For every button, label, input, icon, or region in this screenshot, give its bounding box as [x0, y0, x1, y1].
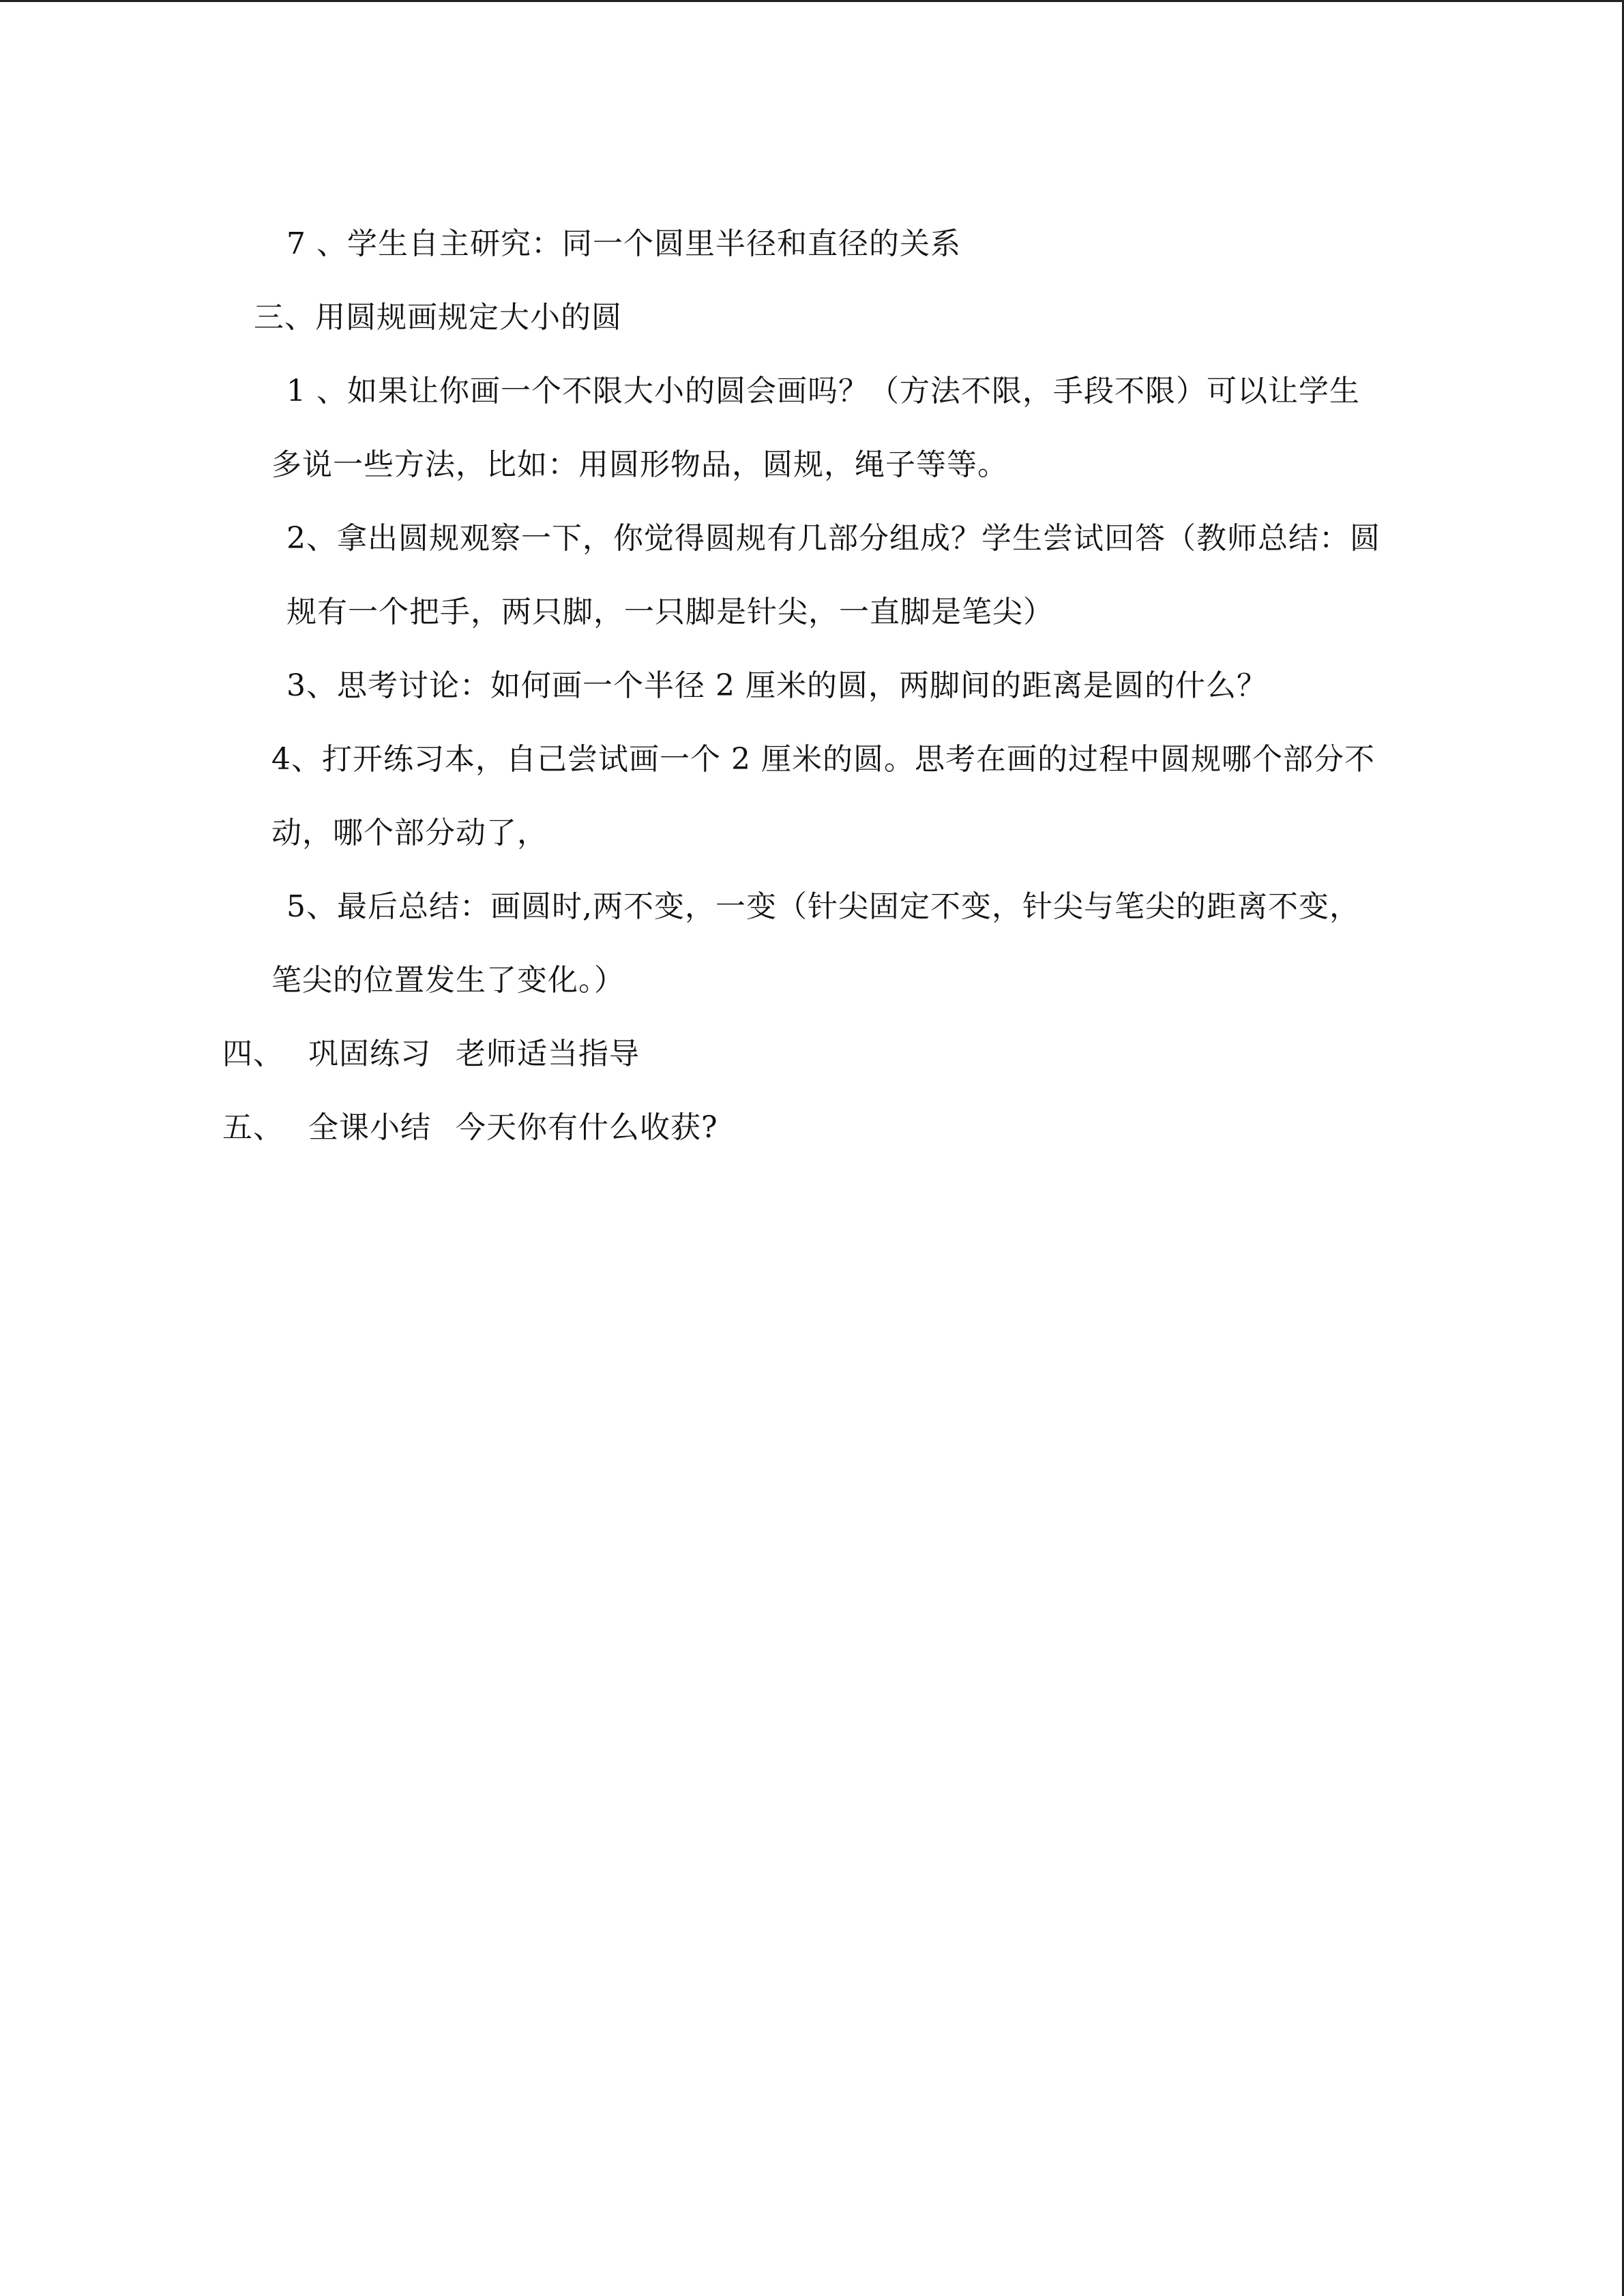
- section-4-title: 巩固练习: [308, 1037, 431, 1071]
- section-5-heading: [222, 1109, 718, 1147]
- section-3-heading: 三、用圆规画规定大小的圆: [254, 300, 622, 335]
- section-5-title: 全课小结: [308, 1110, 431, 1145]
- line-item-1: 1 、如果让你画一个不限大小的圆会画吗？（方法不限，手段不限）可以让学生: [286, 374, 1360, 408]
- line-item-2-cont: 规有一个把手，两只脚，一只脚是针尖，一直脚是笔尖）: [286, 595, 1054, 629]
- page-top-border: [0, 0, 1624, 2]
- line-item-4-cont: 动，哪个部分动了，: [271, 816, 548, 850]
- section-4-heading: [222, 1035, 640, 1073]
- line-item-2: 2、拿出圆规观察一下，你觉得圆规有几部分组成？学生尝试回答（教师总结：圆: [286, 521, 1381, 556]
- line-item-3: 3、思考讨论：如何画一个半径 2 厘米的圆，两脚间的距离是圆的什么？: [286, 668, 1267, 703]
- section-4-note: 老师适当指导: [456, 1037, 640, 1071]
- section-5-note: 今天你有什么收获?: [456, 1110, 718, 1145]
- line-item-4: 4、打开练习本，自己尝试画一个 2 厘米的圆。思考在画的过程中圆规哪个部分不: [271, 742, 1375, 777]
- section-4-number: 四、: [222, 1037, 284, 1071]
- line-item-7: 7 、学生自主研究：同一个圆里半径和直径的关系: [286, 226, 961, 261]
- section-5-number: 五、: [222, 1110, 284, 1145]
- line-item-1-cont: 多说一些方法，比如：用圆形物品，圆规，绳子等等。: [271, 447, 1008, 482]
- line-item-5-cont: 笔尖的位置发生了变化。）: [271, 963, 625, 998]
- line-item-5: 5、最后总结：画圆时,两不变，一变（针尖固定不变，针尖与笔尖的距离不变，: [286, 889, 1360, 924]
